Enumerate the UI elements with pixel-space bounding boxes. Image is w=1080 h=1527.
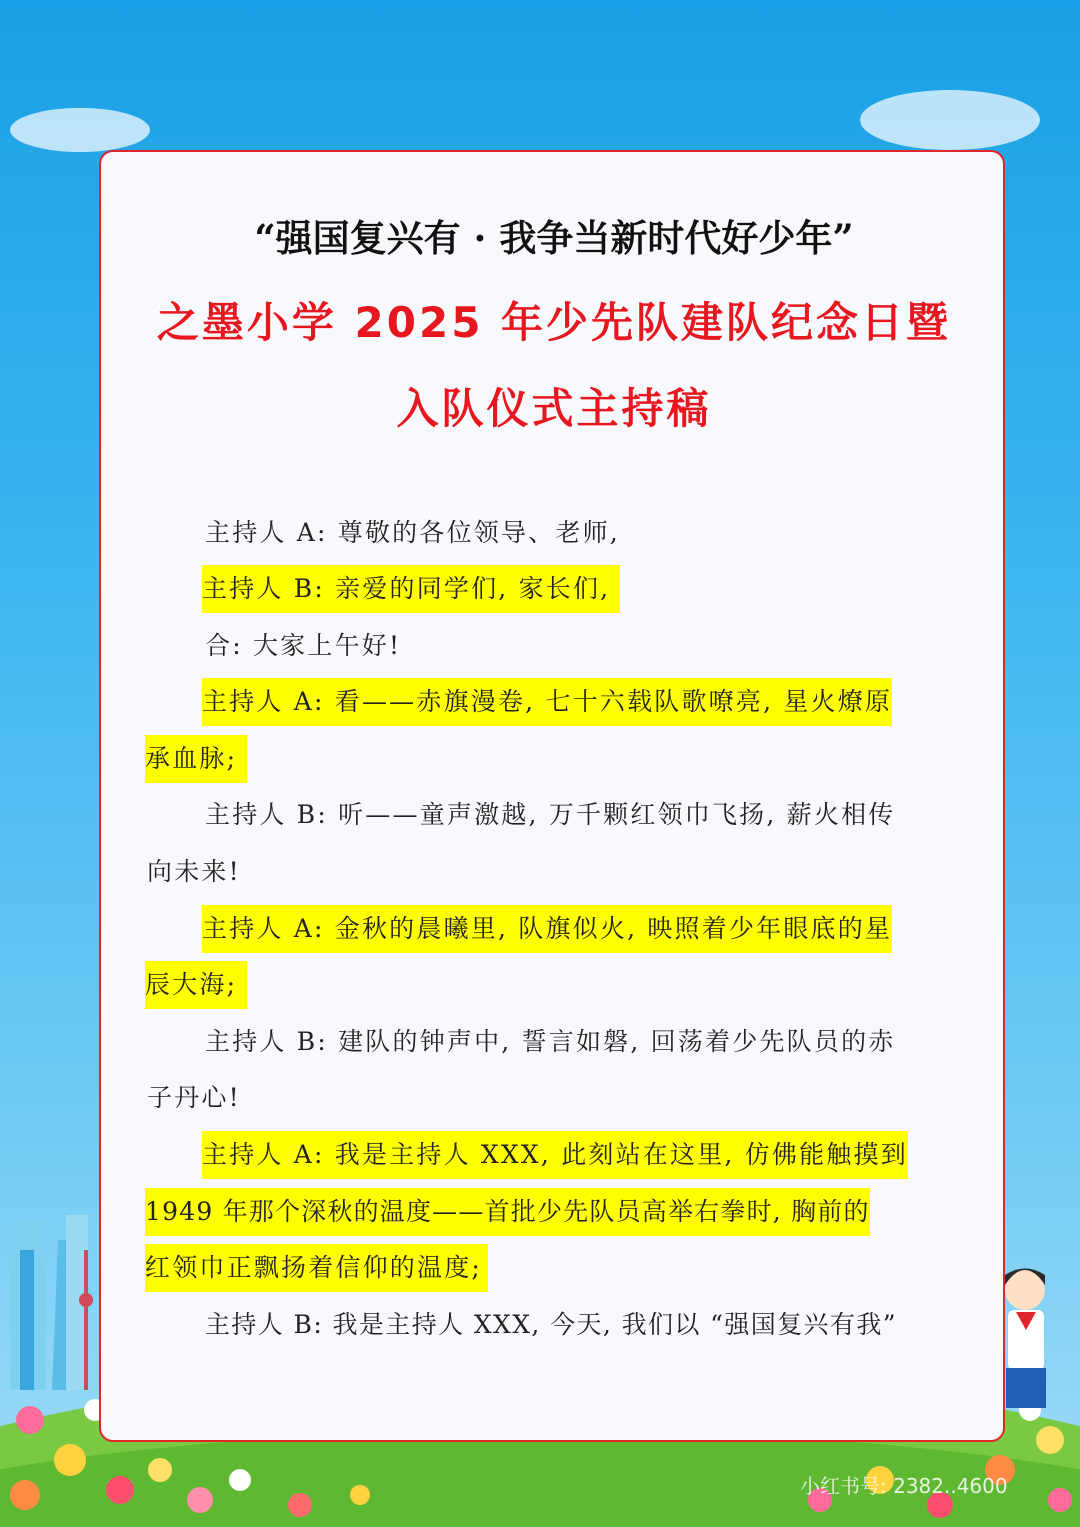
script-line-highlighted: 1949 年那个深秋的温度——首批少先队员高举右拳时, 胸前的 [145, 1188, 870, 1236]
cloud-decoration [10, 90, 1040, 152]
script-line: 子丹心! [147, 1083, 241, 1112]
document-card [99, 150, 1005, 1442]
script-line-highlighted: 承血脉; [145, 735, 247, 783]
script-line: 向未来! [147, 857, 241, 886]
city-skyline-decoration [10, 1215, 93, 1390]
script-line-highlighted: 主持人 A: 我是主持人 XXX, 此刻站在这里, 仿佛能触摸到 [202, 1131, 908, 1179]
document-title-line-1: 之墨小学 2025 年少先队建队纪念日暨 [156, 298, 952, 347]
theme-heading: “强国复兴有 · 我争当新时代好少年” [254, 216, 854, 260]
script-line: 主持人 A: 尊敬的各位领导、老师, [205, 518, 620, 547]
watermark: 小红书号: 2382..4600 [800, 1474, 1008, 1498]
script-line-highlighted: 辰大海; [145, 961, 247, 1009]
script-line: 主持人 B: 建队的钟声中, 誓言如磐, 回荡着少先队员的赤 [205, 1027, 896, 1056]
script-line-highlighted: 主持人 A: 看——赤旗漫卷, 七十六载队歌嘹亮, 星火燎原 [202, 678, 892, 726]
script-line-highlighted: 主持人 B: 亲爱的同学们, 家长们, [202, 565, 620, 613]
young-pioneer-girl-illustration [1005, 1269, 1046, 1409]
document-title-line-2: 入队仪式主持稿 [396, 384, 712, 433]
script-line: 合: 大家上午好! [205, 631, 402, 660]
script-line-highlighted: 主持人 A: 金秋的晨曦里, 队旗似火, 映照着少年眼底的星 [202, 905, 892, 953]
script-line: 主持人 B: 听——童声激越, 万千颗红领巾飞扬, 薪火相传 [205, 800, 896, 829]
script-line-highlighted: 红领巾正飘扬着信仰的温度; [145, 1244, 488, 1292]
script-line: 主持人 B: 我是主持人 XXX, 今天, 我们以 “强国复兴有我” [205, 1310, 897, 1339]
